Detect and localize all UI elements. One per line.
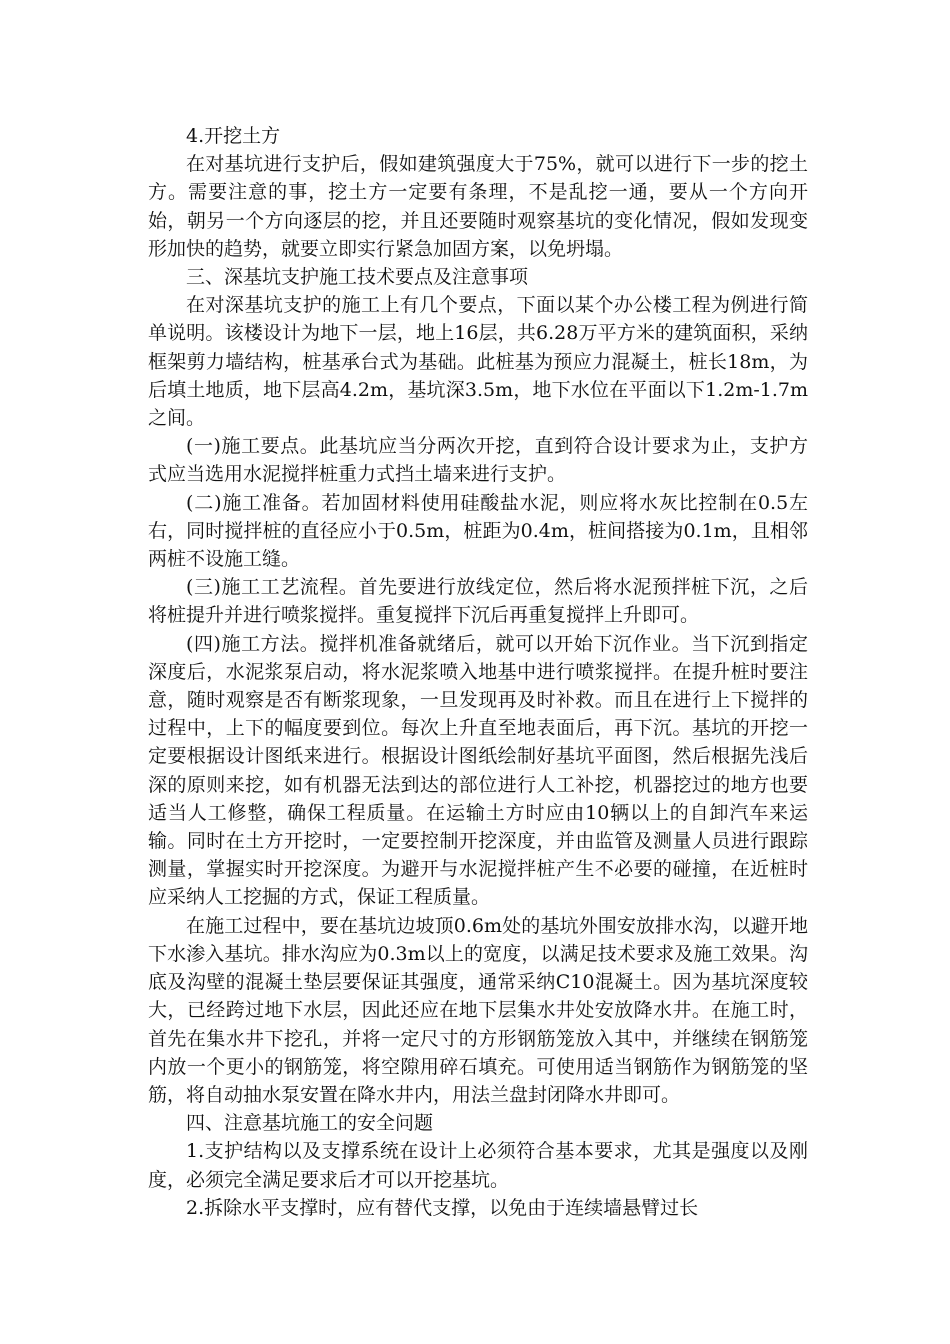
paragraph-project-overview: 在对深基坑支护的施工上有几个要点，下面以某个办公楼工程为例进行简单说明。该楼设计为地下一层，地上16层，共6.28万平方米的建筑面积，采纳框架剪力墙结构，桩基承台式为基础。此桩基为预应力混凝土，桩长18m，为后填土地质，地下层高4.2m，基坑深3.5m，地下水位在平面以下1.2m-1.7m之间。 (148, 294, 808, 430)
paragraph-drainage: 在施工过程中，要在基坑边坡顶0.6m处的基坑外围安放排水沟，以避开地下水渗入基坑。排水沟应为0.3m以上的宽度，以满足技术要求及施工效果。沟底及沟壁的混凝土垫层要保证其强度，通常采纳C10混凝土。因为基坑深度较大，已经跨过地下水层，因此还应在地下层集水井处安放降水井。在施工时，首先在集水井下挖孔，并将一定尺寸的方形钢筋笼放入其中，并继续在钢筋笼内放一个更小的钢筋笼，将空隙用碎石填充。可使用适当钢筋作为钢筋笼的坚筋，将自动抽水泵安置在降水井内，用法兰盘封闭降水井即可。 (148, 914, 808, 1106)
paragraph-process-flow: (三)施工工艺流程。首先要进行放线定位，然后将水泥预拌桩下沉，之后将桩提升并进行喷浆搅拌。重复搅拌下沉后再重复搅拌上升即可。 (148, 576, 808, 627)
section-heading-key-points: 三、深基坑支护施工技术要点及注意事项 (186, 266, 529, 289)
paragraph-safety-2: 2.拆除水平支撑时，应有替代支撑，以免由于连续墙悬臂过长 (186, 1196, 699, 1219)
paragraph-safety-1: 1.支护结构以及支撑系统在设计上必须符合基本要求，尤其是强度以及刚度，必须完全满足要求后才可以开挖基坑。 (148, 1140, 808, 1191)
paragraph-excavation: 在对基坑进行支护后，假如建筑强度大于75%，就可以进行下一步的挖土方。需要注意的事，挖土方一定要有条理，不是乱挖一通，要从一个方向开始，朝另一个方向逐层的挖，并且还要随时观察基坑的变化情况，假如发现变形加快的趋势，就要立即实行紧急加固方案，以免坍塌。 (148, 153, 808, 260)
section-heading-excavation: 4.开挖土方 (186, 125, 281, 147)
document-body (148, 122, 808, 1222)
section-heading-safety: 四、注意基坑施工的安全问题 (186, 1112, 434, 1135)
paragraph-construction-preparation: (二)施工准备。若加固材料使用硅酸盐水泥，则应将水灰比控制在0.5左右，同时搅拌桩的直径应小于0.5m，桩距为0.4m，桩间搭接为0.1m，且相邻两桩不设施工缝。 (148, 491, 808, 571)
paragraph-construction-points: (一)施工要点。此基坑应当分两次开挖，直到符合设计要求为止，支护方式应当选用水泥搅拌桩重力式挡土墙来进行支护。 (148, 435, 808, 486)
paragraph-construction-method: (四)施工方法。搅拌机准备就绪后，就可以开始下沉作业。当下沉到指定深度后，水泥浆泵启动，将水泥浆喷入地基中进行喷浆搅拌。在提升桩时要注意，随时观察是否有断浆现象，一旦发现再及时补救。而且在进行上下搅拌的过程中，上下的幅度要到位。每次上升直至地表面后，再下沉。基坑的开挖一定要根据设计图纸来进行。根据设计图纸绘制好基坑平面图，然后根据先浅后深的原则来挖，如有机器无法到达的部位进行人工补挖，机器挖过的地方也要适当人工修整，确保工程质量。在运输土方时应由10辆以上的自卸汽车来运输。同时在土方开挖时，一定要控制开挖深度，并由监管及测量人员进行跟踪测量，掌握实时开挖深度。为避开与水泥搅拌桩产生不必要的碰撞，在近桩时应采纳人工挖掘的方式，保证工程质量。 (148, 632, 808, 909)
